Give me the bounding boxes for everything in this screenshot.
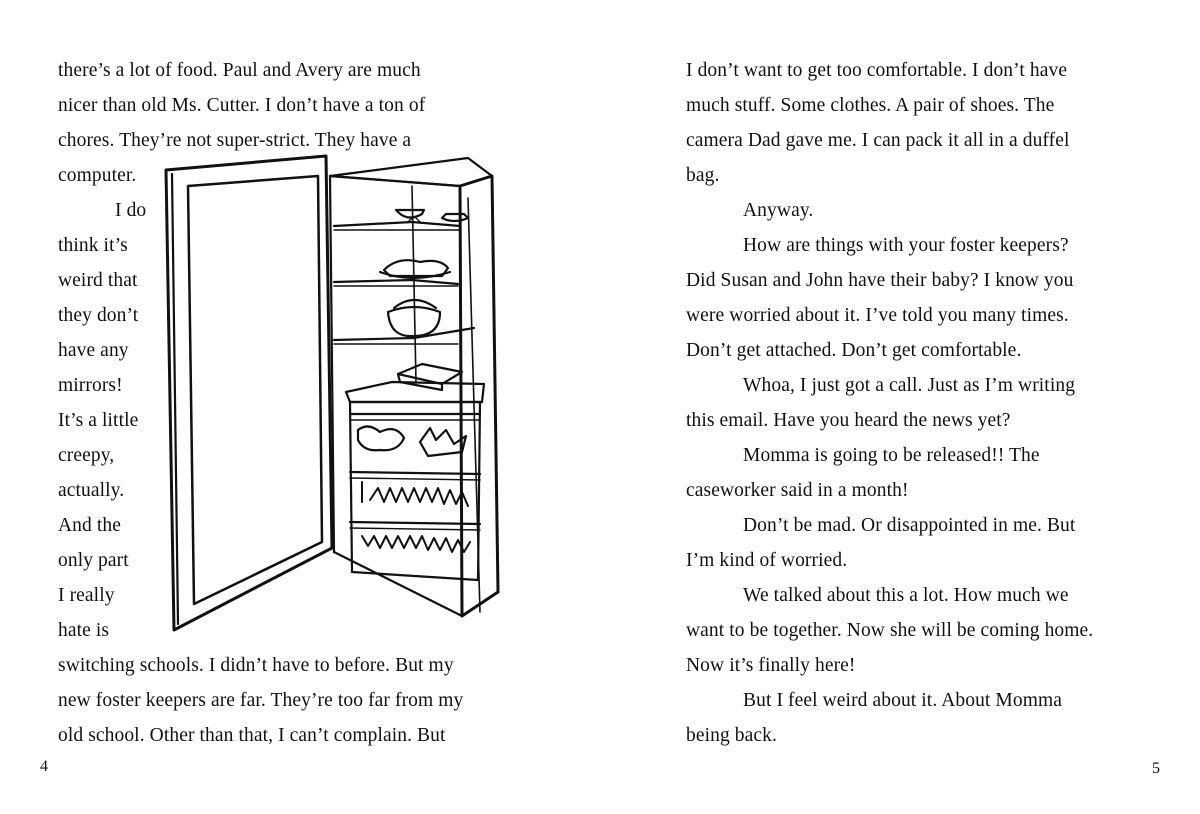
text-line: actually. [58,480,125,501]
text-line: bag. [686,165,720,186]
text-line: It’s a little [58,410,139,431]
text-line: there’s a lot of food. Paul and Avery are much [58,60,421,81]
text-line: think it’s [58,235,128,256]
text-line: And the [58,515,121,536]
text-line: weird that [58,270,138,291]
text-line: How are things with your foster keepers? [743,235,1069,256]
text-line: this email. Have you heard the news yet? [686,410,1011,431]
text-line: Don’t get attached. Don’t get comfortable. [686,340,1022,361]
text-line: computer. [58,165,137,186]
text-line: nicer than old Ms. Cutter. I don’t have a ton of [58,95,426,116]
text-line: Did Susan and John have their baby? I know you [686,270,1074,291]
text-line: hate is [58,620,110,641]
text-line: they don’t [58,305,139,326]
refrigerator-icon [158,152,560,634]
text-line: caseworker said in a month! [686,480,909,501]
text-line: Now it’s finally here! [686,655,856,676]
text-line: Whoa, I just got a call. Just as I’m writing [743,375,1076,396]
text-line: mirrors! [58,375,123,396]
text-line: only part [58,550,129,571]
text-line: camera Dad gave me. I can pack it all in a duffel [686,130,1070,151]
text-line: want to be together. Now she will be coming home. [686,620,1094,641]
text-line: I’m kind of worried. [686,550,848,571]
text-line: being back. [686,725,777,746]
page-number: 4 [40,758,48,775]
text-line: We talked about this a lot. How much we [743,585,1069,606]
text-line: creepy, [58,445,115,466]
text-line: much stuff. Some clothes. A pair of shoes. The [686,95,1055,116]
text-line: switching schools. I didn’t have to before. But my [58,655,454,676]
page-number: 5 [1152,760,1160,777]
text-line: I really [58,585,115,606]
text-line: I do [115,200,147,221]
text-line: have any [58,340,129,361]
text-line: Anyway. [743,200,814,221]
text-line: chores. They’re not super-strict. They have a [58,130,412,151]
text-line: Don’t be mad. Or disappointed in me. But [743,515,1076,536]
text-line: were worried about it. I’ve told you many times. [686,305,1069,326]
text-line: But I feel weird about it. About Momma [743,690,1062,711]
text-line: old school. Other than that, I can’t complain. But [58,725,446,746]
text-line: I don’t want to get too comfortable. I don’t have [686,60,1068,81]
text-line: Momma is going to be released!! The [743,445,1040,466]
text-line: new foster keepers are far. They’re too far from my [58,690,464,711]
